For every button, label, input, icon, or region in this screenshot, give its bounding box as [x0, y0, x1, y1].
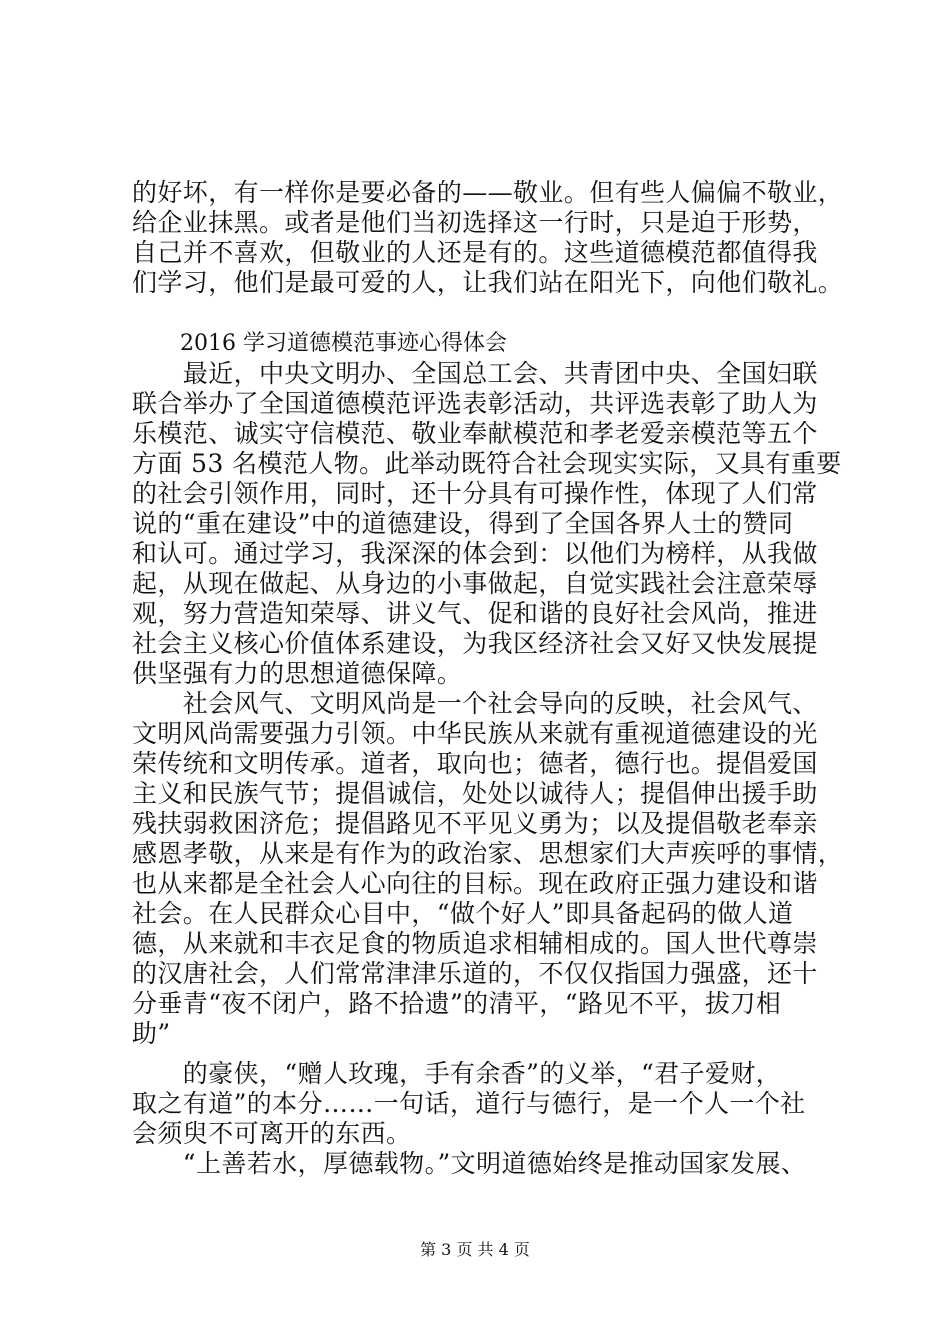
text-line: 的汉唐社会，人们常常津津乐道的，不仅仅指国力强盛，还十 — [132, 959, 818, 988]
text-line: 起，从现在做起、从身边的小事做起，自觉实践社会注意荣辱 — [132, 569, 818, 598]
text-line: 分垂青“夜不闭户，路不拾遗”的清平，“路见不平，拔刀相 — [132, 989, 782, 1018]
text-line: 给企业抹黑。或者是他们当初选择这一行时，只是迫于形势， — [132, 208, 818, 237]
text-line: 残扶弱救困济危；提倡路见不平见义勇为；以及提倡敬老奉亲 — [132, 809, 818, 838]
text-line: 也从来都是全社会人心向往的目标。现在政府正强力建设和谐 — [132, 869, 818, 898]
text-line: 的好坏，有一样你是要必备的——敬业。但有些人偏偏不敬业， — [132, 178, 844, 207]
text-line: 们学习，他们是最可爱的人，让我们站在阳光下，向他们敬礼。 — [132, 268, 844, 297]
text-line: 感恩孝敬，从来是有作为的政治家、思想家们大声疾呼的事情， — [132, 839, 844, 868]
text-line: 德，从来就和丰衣足食的物质追求相辅相成的。国人世代尊崇 — [132, 929, 818, 958]
text-line: 和认可。通过学习，我深深的体会到：以他们为榜样，从我做 — [132, 539, 818, 568]
text-line: 社会。在人民群众心目中，“做个好人”即具备起码的做人道 — [132, 899, 794, 928]
text-line: 方面 53 名模范人物。此举动既符合社会现实实际，又具有重要 — [132, 449, 842, 478]
text-line: 荣传统和文明传承。道者，取向也；德者，德行也。提倡爱国 — [132, 749, 818, 778]
text-line: 乐模范、诚实守信模范、敬业奉献模范和孝老爱亲模范等五个 — [132, 419, 818, 448]
text-line: 文明风尚需要强力引领。中华民族从来就有重视道德建设的光 — [132, 719, 818, 748]
text-line: 最近，中央文明办、全国总工会、共青团中央、全国妇联 — [132, 359, 818, 388]
section-title: 2016 学习道德模范事迹心得体会 — [180, 331, 507, 356]
text-line: 会须臾不可离开的东西。 — [132, 1119, 412, 1148]
text-line: “上善若水，厚德载物。”文明道德始终是推动国家发展、 — [132, 1149, 807, 1178]
text-line: 主义和民族气节；提倡诚信，处处以诚待人；提倡伸出援手助 — [132, 779, 818, 808]
text-line: 的社会引领作用，同时，还十分具有可操作性，体现了人们常 — [132, 479, 818, 508]
page-number-footer: 第 3 页 共 4 页 — [420, 1240, 530, 1259]
text-line: 供坚强有力的思想道德保障。 — [132, 659, 463, 688]
text-line: 观，努力营造知荣辱、讲义气、促和谐的良好社会风尚，推进 — [132, 599, 818, 628]
text-line: 联合举办了全国道德模范评选表彰活动，共评选表彰了助人为 — [132, 389, 818, 418]
text-line: 自己并不喜欢，但敬业的人还是有的。这些道德模范都值得我 — [132, 238, 818, 267]
text-line: 助” — [132, 1019, 171, 1048]
text-line: 的豪侠，“赠人玫瑰，手有余香”的义举，“君子爱财， — [132, 1059, 782, 1088]
text-line: 取之有道”的本分……一句话，道行与德行，是一个人一个社 — [132, 1089, 806, 1118]
text-line: 社会风气、文明风尚是一个社会导向的反映，社会风气、 — [132, 689, 818, 718]
text-line: 说的“重在建设”中的道德建设，得到了全国各界人士的赞同 — [132, 509, 794, 538]
text-line: 社会主义核心价值体系建设，为我区经济社会又好又快发展提 — [132, 629, 818, 658]
